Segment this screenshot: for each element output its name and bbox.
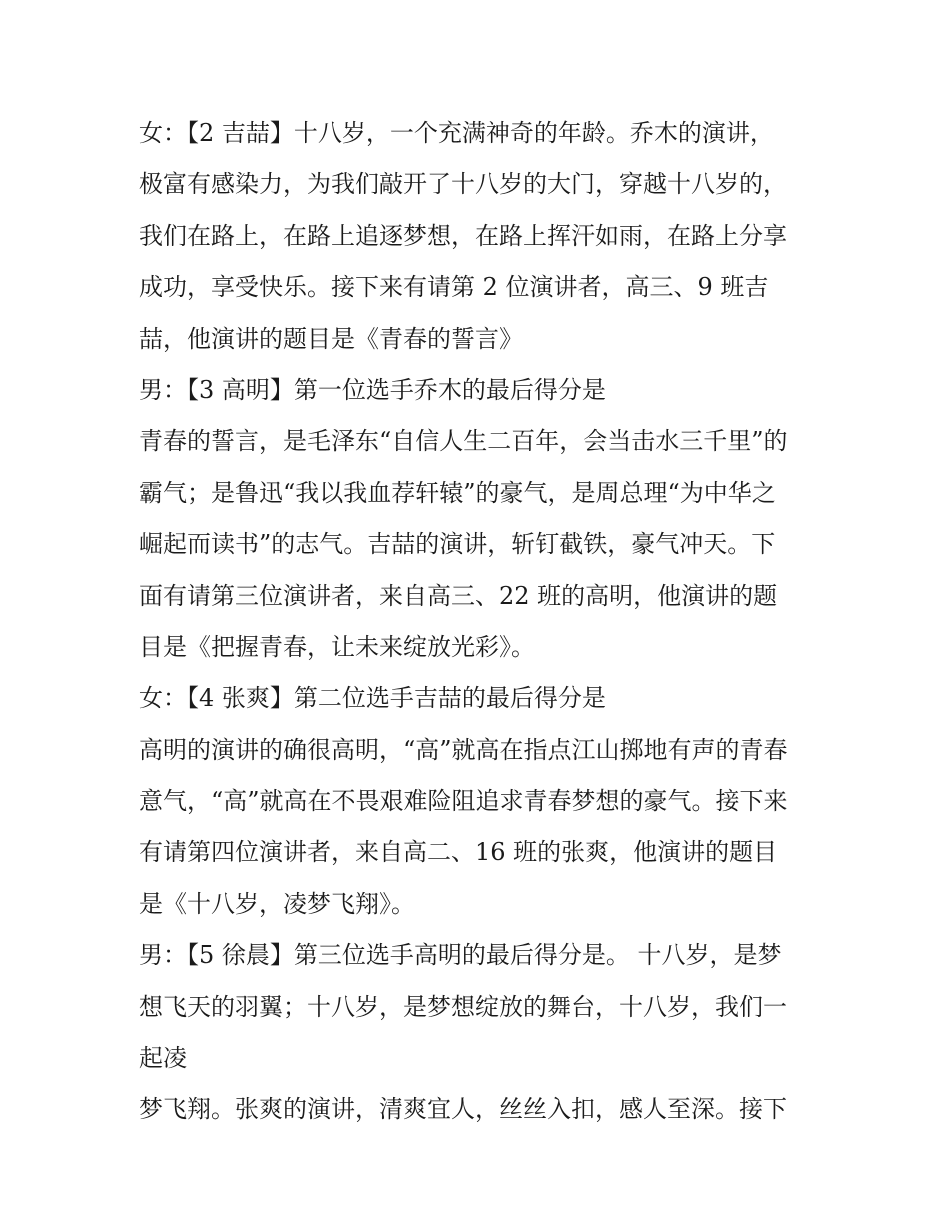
text-line: 男：【3 高明】第一位选手乔木的最后得分是 xyxy=(139,375,606,404)
text-line: 喆，他演讲的题目是《青春的誓言》 xyxy=(139,324,523,353)
text-line: 女：【2 吉喆】十八岁，一个充满神奇的年龄。乔木的演讲， xyxy=(139,119,774,147)
text-line: 崛起而读书”的志气。吉喆的演讲，斩钉截铁，豪气冲天。下 xyxy=(139,530,776,559)
text-line: 青春的誓言，是毛泽东“自信人生二百年，会当击水三千里”的 xyxy=(139,427,788,456)
text-line: 我们在路上，在路上追逐梦想，在路上挥汗如雨，在路上分享 xyxy=(139,221,787,250)
text-line: 成功，享受快乐。接下来有请第 2 位演讲者，高三、9 班吉 xyxy=(139,273,769,302)
text-line: 女：【4 张爽】第二位选手吉喆的最后得分是 xyxy=(139,684,606,713)
text-line: 霸气；是鲁迅“我以我血荐轩辕”的豪气，是周总理“为中华之 xyxy=(139,478,776,507)
text-line: 极富有感染力，为我们敲开了十八岁的大门，穿越十八岁的， xyxy=(139,170,787,199)
text-line: 是《十八岁，凌梦飞翔》。 xyxy=(139,889,415,918)
text-line: 高明的演讲的确很高明，“高”就高在指点江山掷地有声的青春 xyxy=(139,735,788,764)
text-line: 意气，“高”就高在不畏艰难险阻追求青春梦想的豪气。接下来 xyxy=(139,787,788,816)
text-line: 起凌 xyxy=(139,1044,187,1073)
text-line: 目是《把握青春，让未来绽放光彩》。 xyxy=(139,632,535,661)
text-line: 面有请第三位演讲者，来自高三、22 班的高明，他演讲的题 xyxy=(139,581,778,610)
text-line: 梦飞翔。张爽的演讲，清爽宜人，丝丝入扣，感人至深。接下 xyxy=(139,1095,787,1124)
script-text xyxy=(139,108,819,1136)
text-line: 男：【5 徐晨】第三位选手高明的最后得分是。 十八岁，是梦 xyxy=(139,941,782,970)
text-line: 有请第四位演讲者，来自高二、16 班的张爽，他演讲的题目 xyxy=(139,838,778,867)
text-line: 想飞天的羽翼；十八岁，是梦想绽放的舞台，十八岁，我们一 xyxy=(139,992,787,1021)
